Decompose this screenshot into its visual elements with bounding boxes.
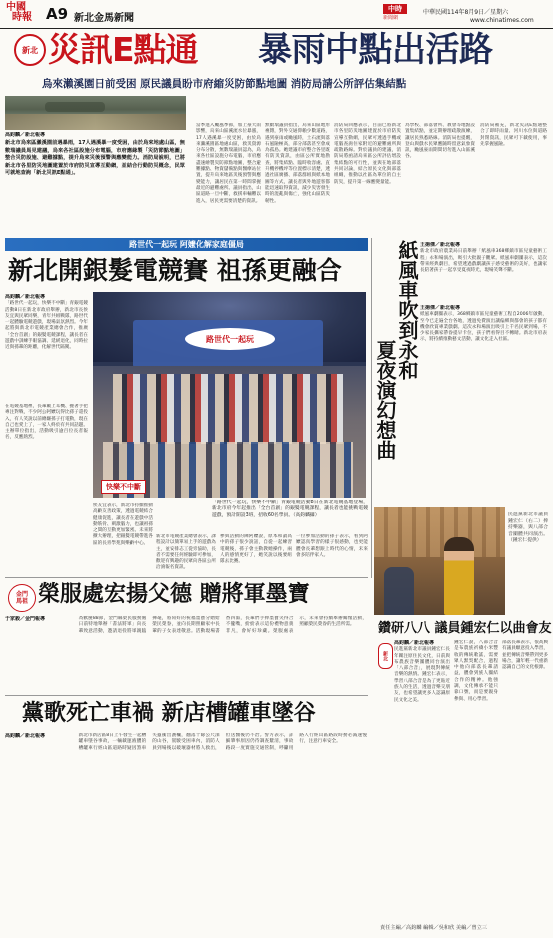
byline: 王揚傑／新北報導 <box>420 305 461 311</box>
story5-col1 <box>394 640 450 910</box>
right-logo-bottom: 新聞網 <box>383 15 399 21</box>
sidebar-text-2 <box>420 305 547 520</box>
byline: 高鈞麟／新北報導 <box>394 640 435 646</box>
story5-photo <box>374 507 505 615</box>
story2-text-main: 「路世代一起玩，快樂不中斷」青銀電競活動8日在新北市政府舉辦，新北市長侯友宜與民眾同樂，青年共組戰隊，路世代一起體驗電競遊戲，現場氣氛熱烈。今年起將與新北市電競產業總會合作，推廣「全台首創」的銀髮電競課程，讓長者在遊戲中訓練手眼協調、延緩退化，同時拉近與孫輩的距離，化解世代隔閡。 <box>5 301 88 351</box>
lead-intro <box>5 132 185 217</box>
photo-banner-text: 快樂不中斷 <box>106 483 141 491</box>
story4-text: 新北市新店區8日上午發生一起槽罐車墜谷事故，一輛載運液體的槽罐車行經山區道路時疑因煞車失靈衝出護欄，翻落十餘公尺深的山谷，駕駛受困車內，消防人員到場後以破壞器材將人救出，但送醫後仍不治。警方表示，詳細肇事原因仍待調查釐清，事故路段一度實施交通管制，呼籲用路人行經山區路段時務必減速慢行，注意行車安全。 <box>78 733 367 751</box>
story3-text: 為歡慶88節，金門縣榮民服務處日前特地舉辦「書法將軍」向長輩致意活動，邀請退役將軍親臨揮毫，將寫好的祝福墨寶分贈給榮民榮眷，並向長期照顧家中長輩的子女表達敬意。活動現場書香四溢，長輩們手捧墨寶笑得合不攏嘴，紛紛表示這份禮物意義非凡，會好好珍藏。榮服處表示，未來會持續舉辦關懷活動，照顧榮民榮眷的生活所需。 <box>78 616 367 634</box>
story4-body <box>5 733 367 913</box>
story5-col2: 鍾宏仁說，八部合音是布農族祈禱小米豐收的傳統歌謠，需要眾人默契配合，過程中他向部落長輩請益，體會到族人團結合作的精神。他強調，文化傳承不能只靠口號，而是要親身參與、用心學習。 <box>454 640 498 702</box>
story2-body-col2: 在電競基地裡，長輩戴上耳機、握著手把專注對戰，不少阿公阿嬤玩得比孫子還投入，有人笑說以前總嫌孫子打電動，現在自己也愛上了，一家人終於有共同話題。主辦單位指出，活動吸引逾百位長者報名，反應熱烈。 <box>5 404 88 441</box>
person-figure <box>444 537 474 615</box>
byline: 高鈞麟／新北報導 <box>5 294 46 300</box>
story2-bottom-col2: 新北市電競產業總會表示，課程設計以簡單易上手的遊戲為主，並安排志工從旁協助，長者不需要任何經驗即可參加，歡迎有興趣的民眾向各區公所洽詢報名資訊。 <box>156 534 216 571</box>
lead-column-4: 為學校、部落會所、教會等地點設置集結點，並定期辦理疏散演練，讓居民熟悉路線。消防局也提醒，登山與戲水民眾應隨時留意氣象資訊，颱風豪雨期間切勿進入山區溪谷。 <box>405 123 475 160</box>
story5-text-col1: 民進黨新北市議員鍾宏仁長年關注原住民文化，日前與布農族音樂團體同台演出「八部合音」，展現對傳統音樂的熱情。鍾宏仁表示，學習八部合音是為了更貼近族人的生活，透過音樂交朋友，也希望讓更多人認識原民文化之美。 <box>394 647 450 703</box>
page-number: A9 <box>46 5 69 23</box>
story2-kicker <box>5 238 368 251</box>
chinatimes-news-logo <box>383 4 419 24</box>
lead-column-1: 當季進入颱風季節，加上豪大雨影響，烏來山區溪流水位暴漲，17人遇溪暴一度受困，由於烏來瀨溪園區地處山區，救災資源分布分散，無數瑞議員認為，烏來各社區設施分布電腦，市府應盡速繪製災防節點地圖，整合避難據點、物資儲備點與醫療站位置，提升烏來地區災後預警與應變能力，讓居民在第一時間掌握最近的避難處所。議員指出，山區道路一旦中斷，救援車輛難以進入，居民更需要清楚的資訊。 <box>196 123 261 204</box>
logo-line-bottom: 時報 <box>12 12 32 23</box>
byline: 高鈞麟／新北報導 <box>5 132 46 138</box>
byline: 王揚傑／新北報導 <box>420 242 461 248</box>
website: www.chinatimes.com <box>470 17 534 24</box>
sidebar-text-1 <box>420 242 547 302</box>
story4-headline: 黨歌死亡車禍 新店槽罐車墜谷 <box>22 701 316 726</box>
lead-intro-text: 新北市烏來區瀨溪園前遇暴雨，17人遇溪暴一度受困，由於烏來地處山區，無數瑞議員馬見建議，烏來各社區設施分布電腦，市府應緣製「災防節點地圖」整合災防設施、避難據點，提升烏來災後預警與應變能力。消防局說明，已將新北市各里防災地圖建置於市府防災宣導互動網，並結合行動防災概念，民眾可就地查詢「新北災訊E點通」。 <box>5 140 185 177</box>
story2-headline: 新北開銀髮電競賽 祖孫更融合 <box>8 256 342 285</box>
story4-rule <box>5 695 368 696</box>
story3-badge-bottom: 馬祖 <box>15 598 28 605</box>
story5-headline: 鑽研八八 議員鍾宏仁以曲會友 <box>378 621 552 636</box>
lead-column-2: 無數瑞議員指出，烏來山區地形複雜，對外交通仰賴少數道路，遇到豪雨或颱風時，土石流與落石風險極高，部分部落甚至會成為孤島。她建議市府整合各里既有防災資訊，由區公所實地勘查，將集結點、臨時收容處、直升機停機坪等位置標示清楚，透過社區廣播、部落群組與紙本地圖等方式，讓長者與外地遊客都能迅速取得資訊，減少災害發生時的混亂與傷亡，強化山區防災韌性。 <box>265 123 330 204</box>
right-logo-top: 中時 <box>383 4 407 14</box>
story3-rule <box>5 577 368 578</box>
byline: 高鈞麟／新北報導 <box>5 733 46 739</box>
stage-sign-text: 路世代一起玩 <box>206 334 254 344</box>
stage-sign <box>185 328 275 350</box>
date-line: 中華民國114年8月9日／星期六 <box>423 9 509 16</box>
lead-headline-part2: 暴雨中點出活路 <box>258 30 493 70</box>
story2-bottom-col1: 侯友宜表示，新北市持續推動高齡友善政策，透過電競結合健康促進，讓長者在遊戲中活動筋骨、刺激腦力，也讓祖孫之間的互動更加緊密。未來將擴大辦理，把銀髮電競帶進各區的長青學苑與樂齡中心。 <box>93 503 153 546</box>
story3-badge <box>8 584 36 612</box>
sidebar-vertical-headline-2: 夏夜演幻想曲 <box>373 340 397 460</box>
byline: 于家毅／金門報導 <box>5 616 46 622</box>
logo-line-top: 中國 <box>6 2 26 13</box>
chinatimes-logo <box>6 3 40 25</box>
sidebar-text-1-body: 新北市政府農業局日前舉辦「紙風車368鄉鎮市區兒童藝術工程」永和場演出，吸引大批親子觀眾。紙風車劇團表示，這次帶來經典劇目，希望透過戲劇讓孩子感受藝術的美好，也讓家長陪著孩子一起享受夏夜時光，現場笑聲不斷。 <box>420 249 547 274</box>
region-badge-label: 新北 <box>22 45 38 55</box>
story2-photo-caption: 「路世代一起玩，快樂不中斷」青銀電競活動8日在新北電競基地登場，新北市府今年起推出「全台首創」的銀髮電競課程，讓長者也能挑戰電競遊戲，預計開設3班，招收60名學員。（高鈞麟攝） <box>212 500 368 518</box>
sidebar-rule <box>371 238 372 578</box>
section-name: 新北金馬新聞 <box>74 13 134 24</box>
story5-photo-caption: 民進黨新北市議員鍾宏仁（右二）捧持樂器，與八部合音團體共同演出。（鍾宏仁提供） <box>508 512 548 544</box>
story3-headline: 榮服處宏揚父德 贈將軍墨寶 <box>38 582 310 607</box>
story2-bottom-col3: 參與活動的陳阿嬤說，原本和讀高中的孫子很少說話，自從一起練習電競後，孫子會主動教她操作，兩人的感情更好了，她笑說以後要組隊去比賽。 <box>220 534 292 565</box>
lead-column-3: 消防局回應表示，目前已將新北市各里防災地圖建置於市府防災宣導互動網，民眾可透過手機或電腦查詢住家附近的避難處所與疏散路線。對於議員的建議，消防局將函請烏來區公所評估增設集結點的可行性，並與在地部落共同討論，結合原民文化與部落組織，推動以社區為單位的自主防災，提升第一線應變量能。 <box>334 123 401 185</box>
story5-badge-label: 新北 <box>382 651 388 661</box>
lead-headline-part1: 災訊E點通 <box>48 30 198 69</box>
story3-badge-top: 金門 <box>15 591 28 598</box>
sidebar-vertical-headline-1: 紙風車吹到永和 <box>395 240 419 380</box>
footer-credits: 責任主編／高鈞麟 編輯／吳和欣 美編／曾立三 <box>380 925 488 931</box>
story2-photo <box>93 292 366 498</box>
story5-col3: 部落長輩表示，很高興有議員願意投入學習，並把傳統音樂帶到更多場合，讓年輕一代重新認識自己的文化根源。 <box>502 640 548 671</box>
lead-column-5: 消防局補充，新北災訊E點通整合了即時雨量、河川水位與道路封閉資訊，民眾可下載使用，事先掌握風險。 <box>480 123 547 147</box>
story3-body <box>5 616 367 694</box>
story2-bottom-col4: 一位參加活動的孫子表示，看到阿嬤認真學習的樣子很感動，也更能體會長輩想跟上時代的心情，未來會多陪伴家人。 <box>296 534 368 558</box>
story2-kicker-text: 路世代一起玩 阿嬤化解家庭僵局 <box>129 240 244 249</box>
sidebar-text-2-body: 紙風車劇團表示，368鄉鎮市區兒童藝術工程自2006年啟動，至今已走遍全台各地，透過免費演出讓偏鄉與都會的孩子都有機會欣賞專業戲劇。這次永和場演出吸引上千名民眾到場，不少家長攜家帶眷提早卡位，孩子們看得目不轉睛。新北市府表示，將持續推動藝文活動，讓文化走入社區。 <box>420 312 547 343</box>
story5-badge <box>378 643 393 669</box>
lead-photo <box>5 96 186 130</box>
region-badge <box>14 34 46 66</box>
photo-banner <box>101 480 146 494</box>
lead-subheadline: 烏來瀨溪園日前受困 原民議員盼市府縮災防節點地圖 消防局請公所評估集結點 <box>42 78 407 90</box>
masthead <box>0 0 553 29</box>
